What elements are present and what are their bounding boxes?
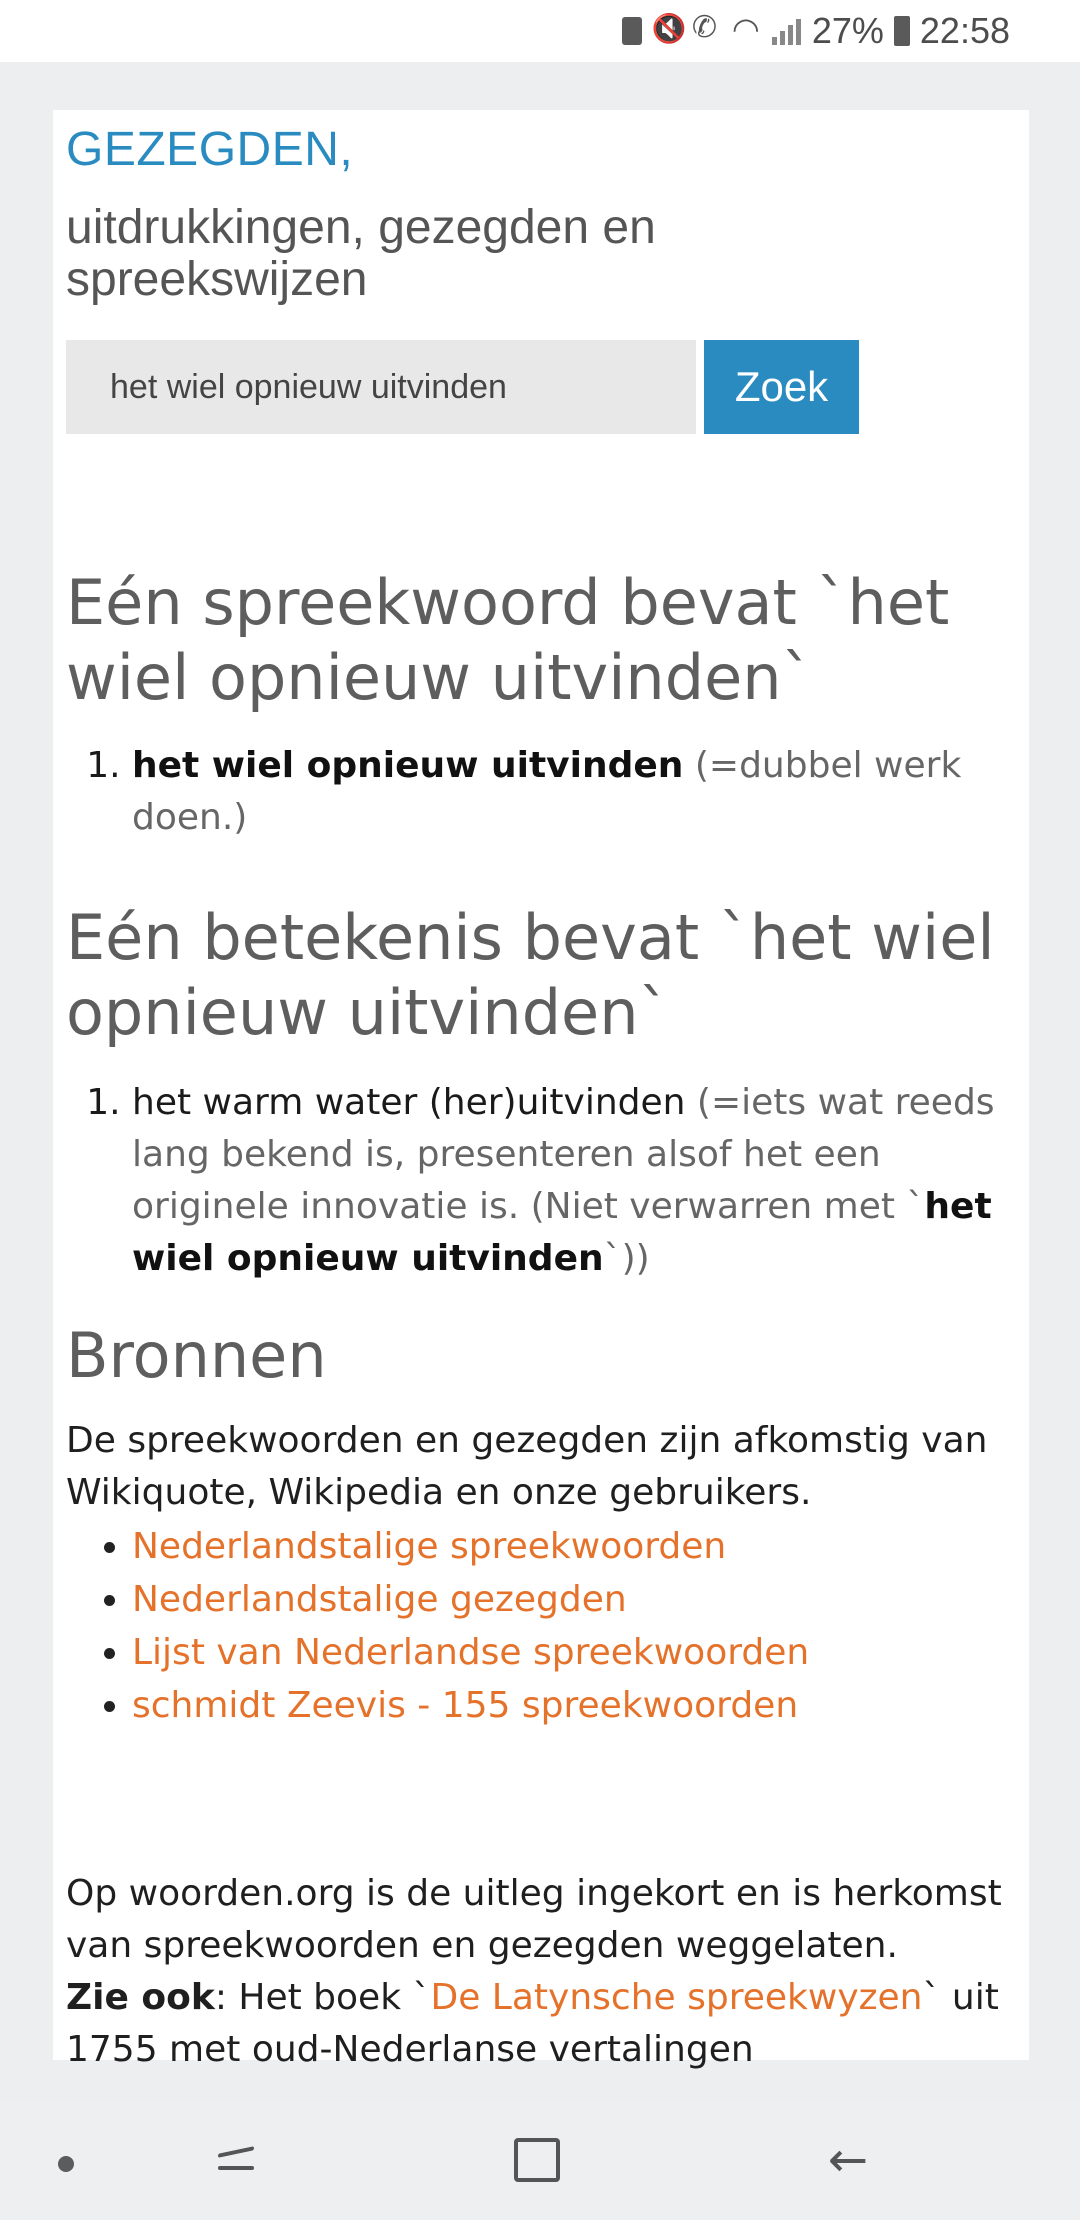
sources-intro: De spreekwoorden en gezegden zijn afkomstig van Wikiquote, Wikipedia en onze gebruikers.: [66, 1420, 988, 1513]
search-input[interactable]: [66, 340, 696, 434]
see-also-link[interactable]: De Latynsche spreekwyzen: [430, 1977, 923, 2018]
result-explanation-bold: het wiel opnieuw uitvinden: [132, 1186, 992, 1279]
list-item: [132, 1573, 809, 1626]
see-also-label: Zie ook: [66, 1977, 215, 2018]
clock: 22:58: [919, 10, 1010, 51]
info-note: Op woorden.org is de uitleg ingekort en is herkomst van spreekwoorden en gezegden weggelaten.: [66, 1873, 1002, 1966]
result-explanation-pre: (=iets wat reeds lang bekend is, presenteren alsof het een originele innovatie is. (Niet verwarren met `: [132, 1082, 995, 1227]
result-explanation-post: `)): [603, 1238, 650, 1279]
sim-icon: [622, 17, 642, 45]
proverb-results-list: [66, 740, 1012, 844]
navigation-bar: [0, 2100, 1080, 2220]
back-icon[interactable]: ←: [827, 2132, 869, 2188]
status-bar: [0, 0, 1080, 62]
result-explanation: (=dubbel werk doen.): [132, 745, 962, 838]
source-link[interactable]: schmidt Zeevis - 155 spreekwoorden: [132, 1685, 799, 1726]
signal-icon: [772, 17, 802, 45]
site-subtitle: uitdrukkingen, gezegden en spreekswijzen: [66, 201, 656, 306]
result-term-link[interactable]: het wiel opnieuw uitvinden: [132, 745, 684, 786]
status-icons: [622, 8, 1010, 54]
battery-percent: 27%: [811, 10, 884, 51]
section-heading-sources: Bronnen: [66, 1319, 327, 1392]
sources-links-list: [66, 1520, 809, 1732]
battery-icon: [894, 16, 910, 46]
home-icon[interactable]: [514, 2138, 560, 2182]
search-button[interactable]: Zoek: [704, 340, 859, 434]
wifi-icon: [732, 16, 762, 46]
mute-icon: [652, 16, 682, 46]
meaning-results-list: [66, 1077, 1012, 1285]
source-link[interactable]: Nederlandstalige gezegden: [132, 1579, 627, 1620]
site-title[interactable]: GEZEGDEN,: [66, 123, 354, 176]
wifi-call-icon: [692, 16, 722, 46]
result-term-link[interactable]: het warm water (her)uitvinden: [132, 1082, 686, 1123]
list-item: [132, 1077, 1012, 1285]
list-item: [132, 1626, 809, 1679]
recent-apps-icon[interactable]: [210, 2138, 270, 2186]
source-link[interactable]: Nederlandstalige spreekwoorden: [132, 1526, 727, 1567]
see-also-pre: : Het boek `: [214, 1977, 431, 2018]
source-link[interactable]: Lijst van Nederlandse spreekwoorden: [132, 1632, 810, 1673]
info-paragraph: [66, 1868, 1016, 2076]
see-also-post: ` uit 1755 met oud-Nederlanse vertalingen: [66, 1977, 999, 2070]
list-item: [132, 740, 1012, 844]
nav-dot-icon[interactable]: [58, 2156, 74, 2172]
list-item: [132, 1679, 809, 1732]
list-item: [132, 1520, 809, 1573]
section-heading-meanings: Eén betekenis bevat `het wiel opnieuw uitvinden`: [66, 901, 995, 1049]
content-card: [53, 110, 1029, 2070]
section-heading-proverbs: Eén spreekwoord bevat `het wiel opnieuw uitvinden`: [66, 566, 950, 714]
